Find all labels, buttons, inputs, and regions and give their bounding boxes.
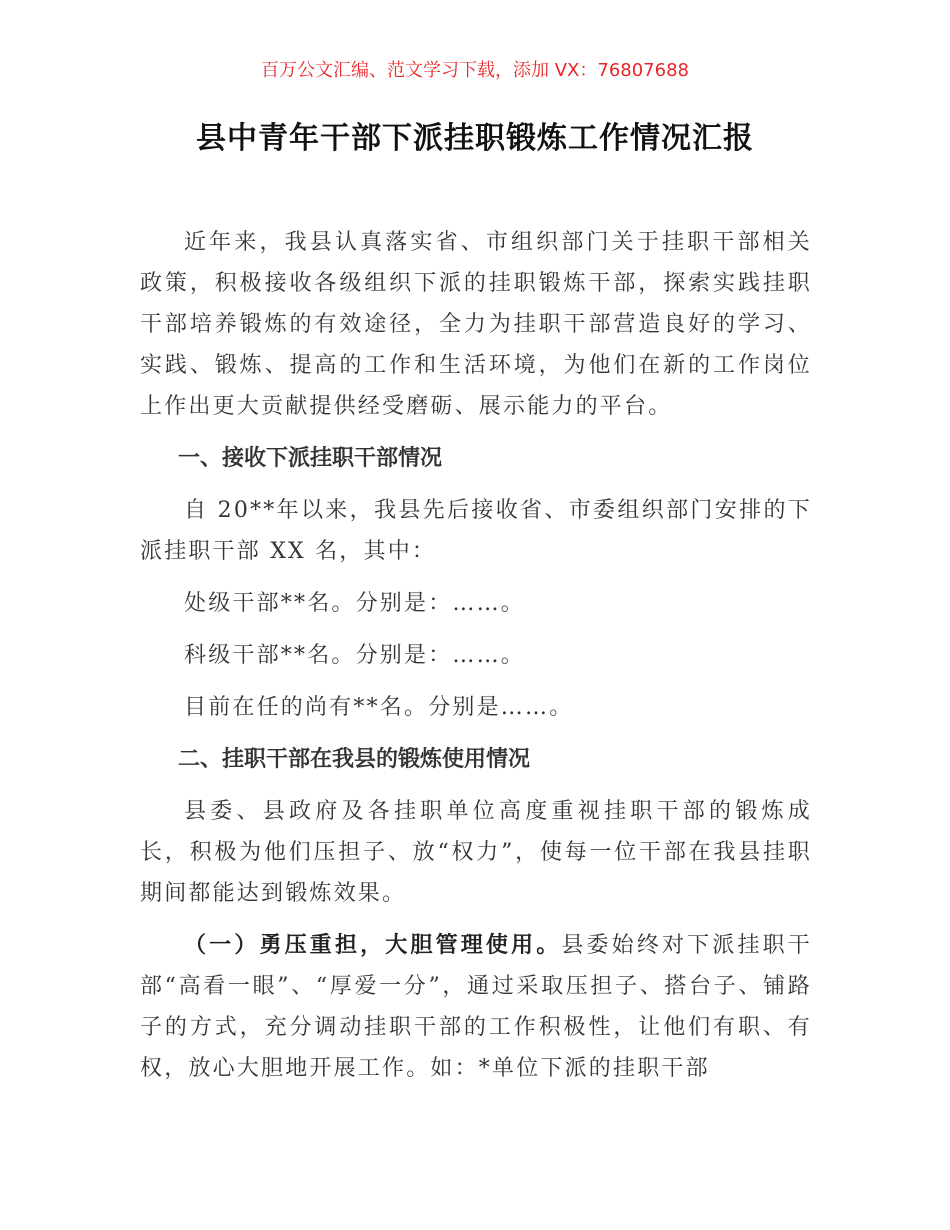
paragraph: 科级干部**名。分别是：……。 [184,643,526,668]
paragraph [140,925,812,1089]
intro-paragraph: 近年来，我县认真落实省、市组织部门关于挂职干部相关政策，积极接收各级组织下派的挂职锻炼干部，探索实践挂职干部培养锻炼的有效途径，全力为挂职干部营造良好的学习、实践、锻炼、提高的工作和生活环境，为他们在新的工作岗位上作出更大贡献提供经受磨砺、展示能力的平台。 [140,230,812,419]
paragraph: 处级干部**名。分别是：……。 [184,591,526,616]
document-title: 县中青年干部下派挂职锻炼工作情况汇报 [196,121,754,156]
section-heading-2: 二、挂职干部在我县的锻炼使用情况 [178,747,531,772]
paragraph: 目前在任的尚有**名。分别是……。 [184,695,574,720]
watermark-banner: 百万公文汇编、范文学习下载，添加 VX：76807688 [261,60,689,81]
paragraph: 自 20**年以来，我县先后接收省、市委组织部门安排的下派挂职干部 XX 名，其中： [140,498,812,564]
paragraph: 县委、县政府及各挂职单位高度重视挂职干部的锻炼成长，积极为他们压担子、放“权力”，使每一位干部在我县挂职期间都能达到锻炼效果。 [140,799,812,906]
subsection-text: 县委始终对下派挂职干部“高看一眼”、“厚爱一分”，通过采取压担子、搭台子、铺路子的方式，充分调动挂职干部的工作积极性，让他们有职、有权，放心大胆地开展工作。如：*单位下派的挂职干部 [140,933,812,1081]
subsection-lead: （一）勇压重担，大胆管理使用。 [184,933,562,958]
section-heading-1: 一、接收下派挂职干部情况 [178,446,443,471]
document-body [140,222,812,1100]
